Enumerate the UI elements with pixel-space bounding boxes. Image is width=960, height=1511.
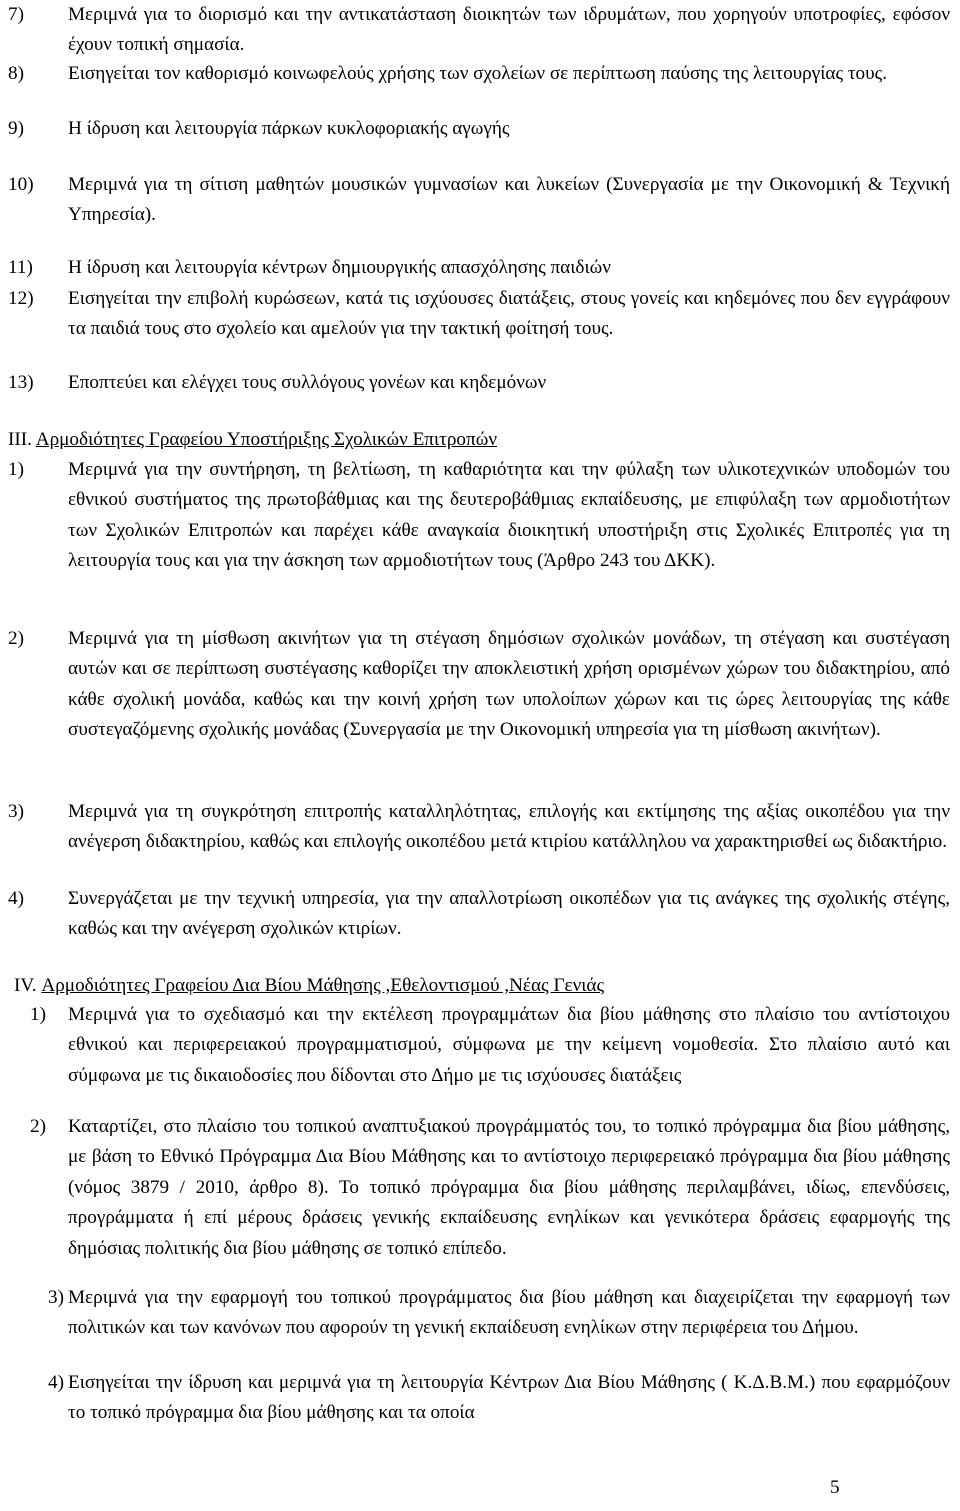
list-item bbox=[8, 455, 950, 577]
section-heading bbox=[14, 971, 604, 1001]
list-item bbox=[8, 114, 950, 144]
list-item-text: Εισηγείται την ίδρυση και μεριμνά για τη λειτουργία Κέντρων Δια Βίου Μάθησης ( Κ.Δ.Β.Μ.) που εφαρμόζουν το τοπικό πρόγραμμα δια βίου μάθησης και τα οποία bbox=[68, 1372, 950, 1424]
section-numeral: ΙΙΙ. bbox=[8, 429, 32, 450]
list-item-number: 9) bbox=[8, 118, 24, 139]
list-item-number: 11) bbox=[8, 257, 33, 278]
list-item-text: Συνεργάζεται με την τεχνική υπηρεσία, για την απαλλοτρίωση οικοπέδων για τις ανάγκες της σχολικής στέγης, καθώς και την ανέγερση σχολικών κτιρίων. bbox=[68, 888, 950, 940]
list-item-text: Μεριμνά για τη μίσθωση ακινήτων για τη στέγαση δημόσιων σχολικών μονάδων, τη στέγαση και συστέγαση αυτών και σε περίπτωση συστέγασης καθορίζει την αποκλειστική χρήση ορισμένων χώρων του διδακτηρίου, από κάθε σχολική μονάδα, καθώς και την κοινή χρήση των υπολοίπων χώρων και τις ώρες λειτουργίας της κάθε συστεγαζόμενης σχολικής μονάδας (Συνεργασία με την Οικονομική υπηρεσία για τη μίσθωση ακινήτων). bbox=[68, 628, 950, 741]
list-item-text: Μεριμνά για τη σίτιση μαθητών μουσικών γυμνασίων και λυκείων (Συνεργασία με την Οικονομική & Τεχνική Υπηρεσία). bbox=[68, 174, 950, 226]
list-item-number: 4) bbox=[48, 1372, 64, 1393]
list-item-number: 13) bbox=[8, 372, 34, 393]
list-item-number: 7) bbox=[8, 4, 24, 25]
list-item-number: 4) bbox=[8, 888, 24, 909]
list-item bbox=[8, 884, 950, 945]
list-item-number: 3) bbox=[48, 1287, 64, 1308]
list-item bbox=[8, 0, 950, 61]
list-item bbox=[8, 170, 950, 231]
list-item bbox=[8, 624, 950, 746]
list-item bbox=[8, 368, 950, 398]
list-item-text: Μεριμνά για το διορισμό και την αντικατάσταση διοικητών των ιδρυμάτων, που χορηγούν υποτροφίες, εφόσον έχουν τοπική σημασία. bbox=[68, 4, 950, 56]
section-title: Αρμοδιότητες Γραφείου Υποστήριξης Σχολικών Επιτροπών bbox=[35, 429, 498, 450]
list-item bbox=[8, 253, 950, 283]
list-item-text: Η ίδρυση και λειτουργία κέντρων δημιουργικής απασχόλησης παιδιών bbox=[68, 257, 611, 278]
list-item bbox=[48, 1283, 950, 1344]
page-number: 5 bbox=[830, 1477, 840, 1498]
list-item-text: Εισηγείται τον καθορισμό κοινωφελούς χρήσης των σχολείων σε περίπτωση παύσης της λειτουργίας τους. bbox=[68, 63, 888, 84]
list-item-number: 10) bbox=[8, 174, 34, 195]
list-item bbox=[30, 1000, 950, 1091]
list-item-number: 3) bbox=[8, 801, 24, 822]
list-item-text: Εισηγείται την επιβολή κυρώσεων, κατά τις ισχύουσες διατάξεις, στους γονείς και κηδεμόνες που δεν εγγράφουν τα παιδιά τους στο σχολείο και αμελούν για την τακτική φοίτησή τους. bbox=[68, 288, 950, 340]
list-item-text: Μεριμνά για την συντήρηση, τη βελτίωση, τη καθαριότητα και την φύλαξη των υλικοτεχνικών υποδομών του εθνικού συστήματος της πρωτοβάθμιας και της δευτεροβάθμιας εκπαίδευσης, με επιφύλαξη των αρμοδιοτήτων των Σχολικών Επιτροπών και παρέχει κάθε αναγκαία διοικητική υποστήριξη στις Σχολικές Επιτροπές για τη λειτουργία τους και για την άσκηση των αρμοδιοτήτων τους (Άρθρο 243 του ΔΚΚ). bbox=[68, 459, 950, 572]
list-item-number: 8) bbox=[8, 63, 24, 84]
list-item bbox=[8, 797, 950, 858]
list-item-number: 12) bbox=[8, 288, 34, 309]
section-title: Αρμοδιότητες Γραφείου Δια Βίου Μάθησης ,Εθελοντισμού ,Νέας Γενιάς bbox=[41, 975, 605, 996]
section-numeral: IV. bbox=[14, 975, 37, 996]
list-item-text: Μεριμνά για τη συγκρότηση επιτροπής καταλληλότητας, επιλογής και εκτίμησης της αξίας οικοπέδου για την ανέγερση διδακτηρίου, καθώς και επιλογής οικοπέδου μετά κτιρίου κατάλληλου να χαρακτηρισθεί ως διδακτήριο. bbox=[68, 801, 950, 853]
list-item-text: Εποπτεύει και ελέγχει τους συλλόγους γονέων και κηδεμόνων bbox=[68, 372, 547, 393]
list-item-number: 1) bbox=[30, 1004, 46, 1025]
list-item bbox=[8, 59, 950, 89]
list-item bbox=[8, 284, 950, 345]
list-item bbox=[48, 1368, 950, 1429]
list-item-text: Η ίδρυση και λειτουργία πάρκων κυκλοφοριακής αγωγής bbox=[68, 118, 510, 139]
list-item-text: Καταρτίζει, στο πλαίσιο του τοπικού αναπτυξιακού προγράμματός του, το τοπικό πρόγραμμα δια βίου μάθησης, με βάση το Εθνικό Πρόγραμμα Δια Βίου Μάθησης και το αντίστοιχο περιφερειακό πρόγραμμα δια βίου μάθησης (νόμος 3879 / 2010, άρθρο 8). Το τοπικό πρόγραμμα δια βίου μάθησης περιλαμβάνει, ιδίως, επενδύσεις, προγράμματα ή επί μέρους δράσεις γενικής εκπαίδευσης ενηλίκων και γενικότερα δράσεις εφαρμογής της δημόσιας πολιτικής δια βίου μάθησης σε τοπικό επίπεδο. bbox=[68, 1116, 950, 1259]
section-heading bbox=[8, 425, 497, 455]
list-item-number: 2) bbox=[30, 1116, 46, 1137]
list-item-text: Μεριμνά για την εφαρμογή του τοπικού προγράμματος δια βίου μάθηση και διαχειρίζεται την εφαρμογή των πολιτικών και των κανόνων που αφορούν τη γενική εκπαίδευση ενηλίκων στην περιφέρεια του Δήμου. bbox=[68, 1287, 950, 1339]
list-item-text: Μεριμνά για το σχεδιασμό και την εκτέλεση προγραμμάτων δια βίου μάθησης στο πλαίσιο του αντίστοιχου εθνικού και περιφερειακού προγραμματισμού, σύμφωνα με την κείμενη νομοθεσία. Στο πλαίσιο αυτό και σύμφωνα με τις δικαιοδοσίες που δίδονται στο Δήμο με τις ισχύουσες διατάξεις bbox=[68, 1004, 950, 1086]
list-item-number: 2) bbox=[8, 628, 24, 649]
list-item-number: 1) bbox=[8, 459, 24, 480]
list-item bbox=[30, 1112, 950, 1264]
